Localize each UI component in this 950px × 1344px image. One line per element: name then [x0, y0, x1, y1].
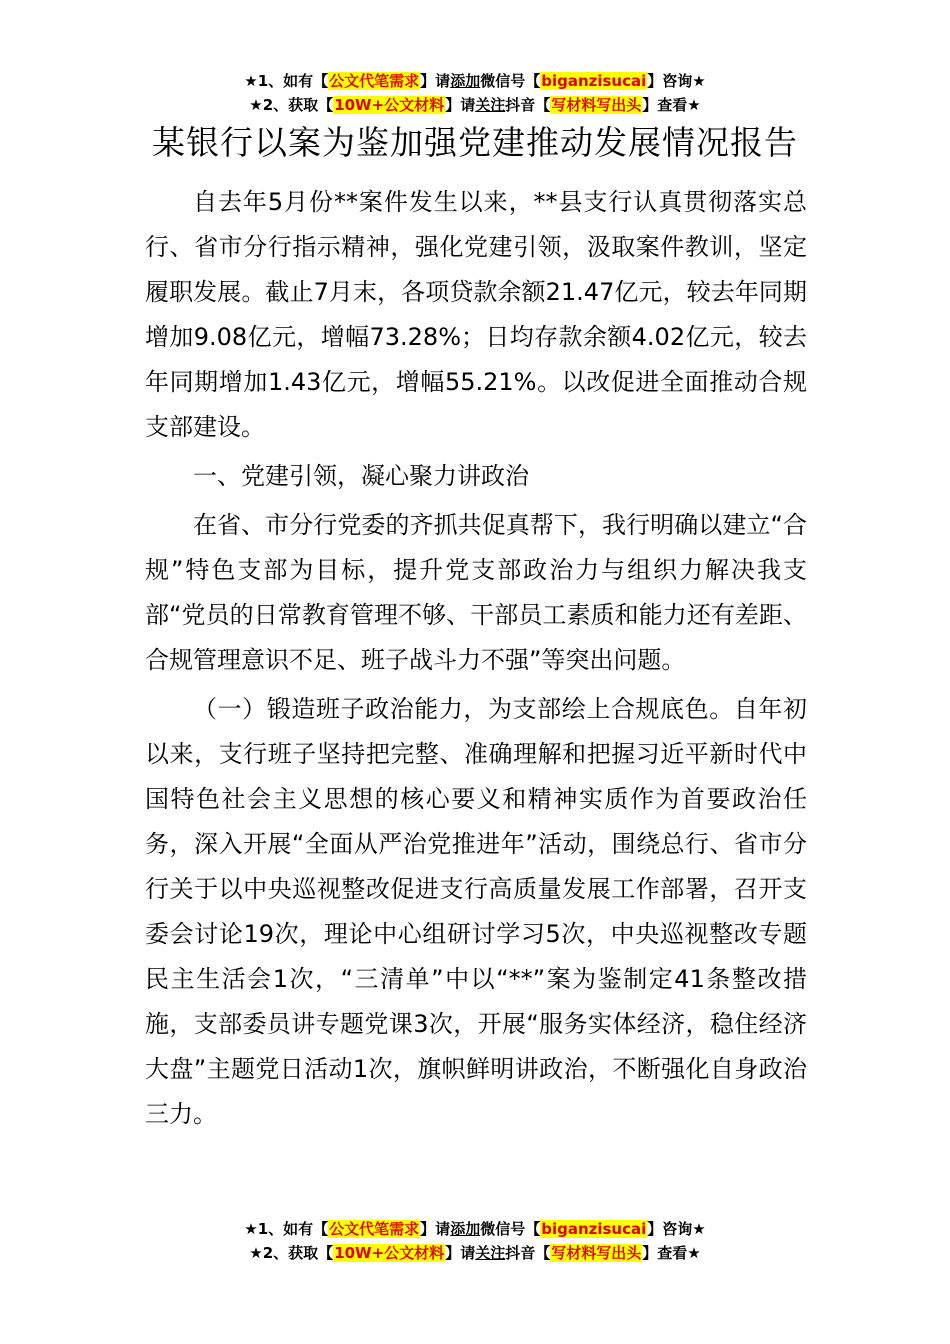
ad-underlined-text: 关注	[475, 96, 506, 114]
ad-text: 抖音【	[505, 1244, 551, 1262]
ad-highlight-douyin-id: 写材料写出头	[551, 96, 642, 114]
ad-text: 】查看★	[642, 96, 701, 114]
ad-highlight-materials: 10W+公文材料	[334, 96, 445, 114]
footer-ad-line-2	[0, 1242, 950, 1266]
ad-highlight-materials: 10W+公文材料	[334, 1244, 445, 1262]
ad-text: 】请	[420, 1220, 451, 1238]
paragraph-subsection-1: （一）锻造班子政治能力，为支部绘上合规底色。自年初以来，支行班子坚持把完整、准确理解和把握习近平新时代中国特色社会主义思想的核心要义和精神实质作为首要政治任务，深入开展“全面从严治党推进年”活动，围绕总行、省市分行关于以中央巡视整改促进支行高质量发展工作部署，召开支委会讨论19次，理论中心组研讨学习5次，中央巡视整改专题民主生活会1次，“三清单”中以“**”案为鉴制定41条整改措施，支部委员讲专题党课3次，开展“服务实体经济，稳住经济大盘”主题党日活动1次，旗帜鲜明讲政治，不断强化自身政治三力。	[145, 695, 807, 1128]
ad-highlight-douyin-id: 写材料写出头	[551, 1244, 642, 1262]
ad-text: 抖音【	[505, 96, 551, 114]
ad-underlined-text: 关注	[475, 1244, 506, 1262]
ad-highlight-service: 公文代笔需求	[329, 1220, 420, 1238]
footer-ad-line-1	[0, 1218, 950, 1242]
ad-text: ★1、如有【	[244, 1220, 329, 1238]
ad-text: 】请	[445, 1244, 476, 1262]
paragraph-section-1: 在省、市分行党委的齐抓共促真帮下，我行明确以建立“合规”特色支部为目标，提升党支部政治力与组织力解决我支部“党员的日常教育管理不够、干部员工素质和能力还有差距、合规管理意识不足、班子战斗力不强”等突出问题。	[145, 511, 807, 674]
ad-text: 】请	[420, 72, 451, 90]
ad-text: 】查看★	[642, 1244, 701, 1262]
footer-ad	[0, 1218, 950, 1266]
header-ad	[0, 70, 950, 118]
ad-text: 】咨询★	[647, 72, 706, 90]
header-ad-line-1	[0, 70, 950, 94]
ad-text: ★2、获取【	[249, 96, 334, 114]
ad-text: 微信号【	[480, 72, 541, 90]
ad-text: 】咨询★	[647, 1220, 706, 1238]
ad-underlined-text: 添加	[450, 72, 481, 90]
header-ad-line-2	[0, 94, 950, 118]
document-title: 某银行以案为鉴加强党建推动发展情况报告	[152, 123, 798, 162]
ad-text: 微信号【	[480, 1220, 541, 1238]
ad-text: ★1、如有【	[244, 72, 329, 90]
ad-highlight-wechat-id: biganzisucai	[541, 72, 647, 90]
ad-text: 】请	[445, 96, 476, 114]
document-body	[145, 180, 807, 1137]
ad-highlight-service: 公文代笔需求	[329, 72, 420, 90]
ad-underlined-text: 添加	[450, 1220, 481, 1238]
section-heading-1: 一、党建引领，凝心聚力讲政治	[193, 462, 529, 490]
paragraph-intro: 自去年5月份**案件发生以来，**县支行认真贯彻落实总行、省市分行指示精神，强化党建引领，汲取案件教训，坚定履职发展。截止7月末，各项贷款余额21.47亿元，较去年同期增加9.08亿元，增幅73.28%；日均存款余额4.02亿元，较去年同期增加1.43亿元，增幅55.21%。以改促进全面推动合规支部建设。	[145, 188, 807, 441]
ad-text: ★2、获取【	[249, 1244, 334, 1262]
ad-highlight-wechat-id: biganzisucai	[541, 1220, 647, 1238]
